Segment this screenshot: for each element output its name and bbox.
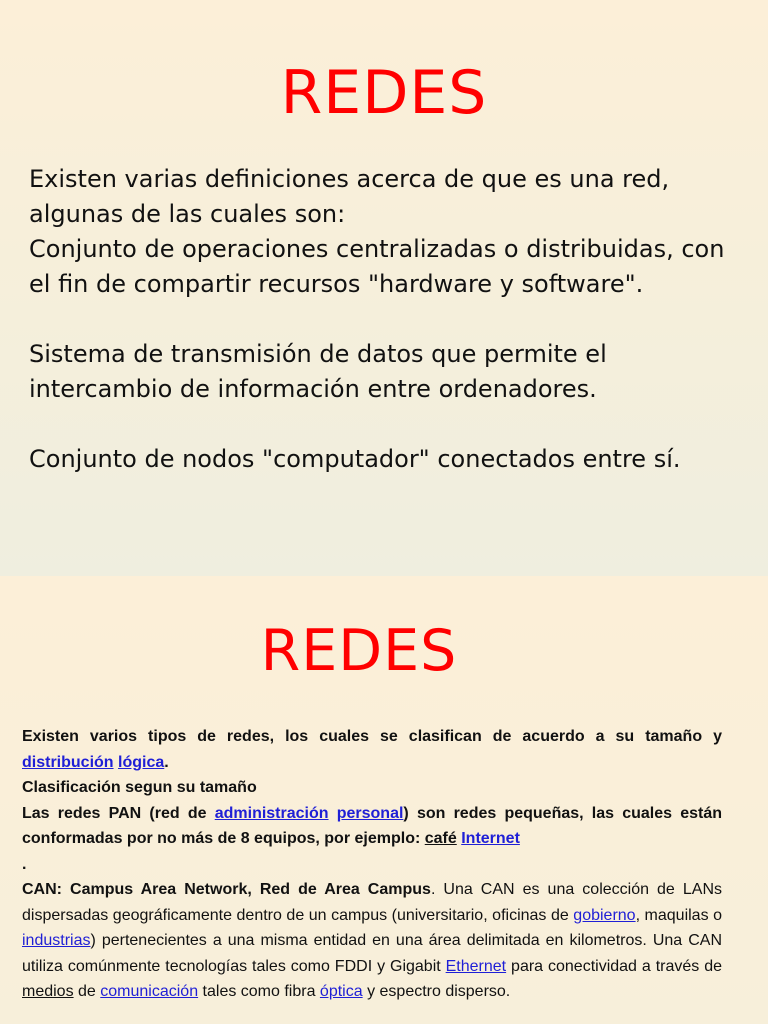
text-medios: medios xyxy=(22,983,74,1000)
slide-1-line: el fin de compartir recursos "hardware y software". xyxy=(29,270,644,298)
link-ethernet[interactable]: Ethernet xyxy=(445,957,507,975)
text: para conectividad a través de xyxy=(506,957,722,975)
slide-1-line: Conjunto de operaciones centralizadas o distribuidas, con xyxy=(29,235,725,263)
text: . Una CAN es una colección de LANs dispersadas geográficamente dentro de un campus (universitario, oficinas de xyxy=(22,881,722,924)
text: ) son redes pequeñas, las cuales están conformadas por no más de 8 equipos, por ejemplo: xyxy=(22,804,723,847)
text: Las redes PAN (red de xyxy=(22,804,215,822)
text: . xyxy=(164,753,169,771)
text: , maquilas o xyxy=(635,906,723,924)
link-distribucion[interactable]: distribución xyxy=(22,753,114,771)
paragraph-classification xyxy=(22,775,722,801)
link-internet[interactable]: Internet xyxy=(461,830,520,847)
paragraph-types xyxy=(22,724,722,775)
link-gobierno[interactable]: gobierno xyxy=(573,906,636,924)
slide-1-line: Existen varias definiciones acerca de que es una red, xyxy=(29,165,670,193)
slide-2 xyxy=(0,576,768,1024)
slide-1-line: intercambio de información entre ordenadores. xyxy=(29,375,597,403)
text: . xyxy=(22,855,27,873)
text: Clasificación segun su tamaño xyxy=(22,779,257,796)
paragraph-pan xyxy=(22,801,722,878)
text-cafe: café xyxy=(424,830,457,847)
text: Existen varios tipos de redes, los cuales se clasifican de acuerdo a su tamaño y xyxy=(22,728,722,745)
slide-2-title: REDES xyxy=(260,618,458,684)
link-industrias[interactable]: industrias xyxy=(22,932,91,949)
link-administracion[interactable]: administración xyxy=(214,804,329,822)
link-optica[interactable]: óptica xyxy=(319,983,363,1000)
spacer xyxy=(29,407,739,442)
text: y espectro disperso. xyxy=(362,983,511,1000)
link-personal[interactable]: personal xyxy=(336,804,404,822)
slide-1-line: Conjunto de nodos "computador" conectados entre sí. xyxy=(29,445,681,473)
paragraph-can xyxy=(22,877,722,1005)
text-can-heading: CAN: Campus Area Network, Red de Area Campus xyxy=(22,881,431,898)
spacer xyxy=(29,302,739,337)
slide-1-body xyxy=(29,162,739,477)
text: ) pertenecientes a una misma entidad en una área delimitada en kilometros. Una CAN utiliza comúnmente tecnologías tales como FDDI y Gigabit xyxy=(22,932,722,975)
slide-1-line: algunas de las cuales son: xyxy=(29,200,346,228)
slide-2-body xyxy=(22,724,722,1005)
text: tales como fibra xyxy=(198,983,320,1000)
text: de xyxy=(73,983,101,1000)
link-logica[interactable]: lógica xyxy=(118,753,165,771)
slide-1-line: Sistema de transmisión de datos que permite el xyxy=(29,340,607,368)
slide-1-title: REDES xyxy=(280,58,488,128)
link-comunicacion[interactable]: comunicación xyxy=(100,983,199,1000)
